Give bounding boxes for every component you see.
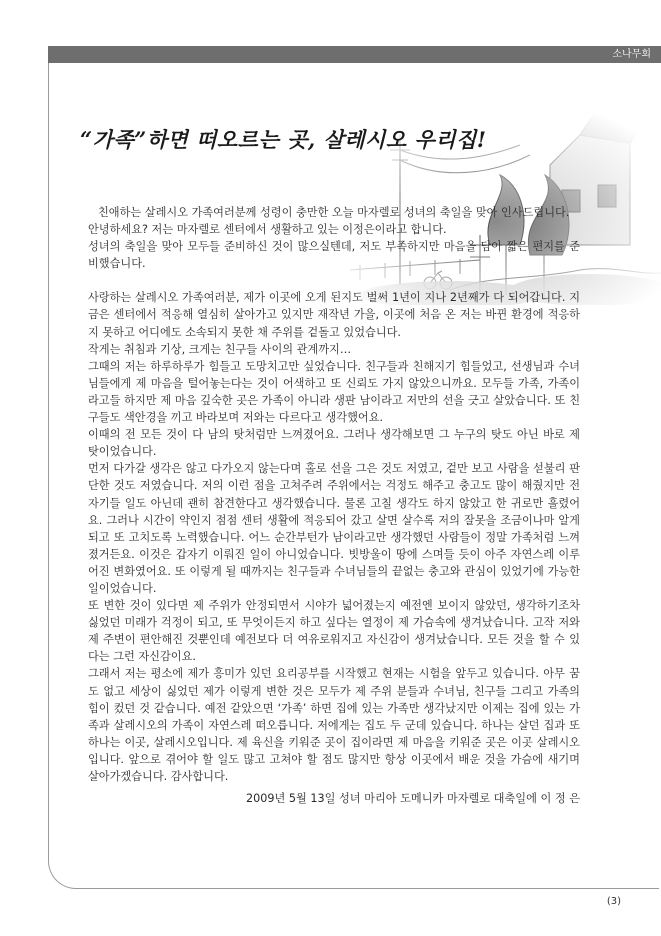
signature: 2009년 5월 13일 성녀 마리아 도메니카 마자렐로 대축일에 이 정 은 [246, 792, 580, 805]
paragraph: 또 변한 것이 있다면 제 주위가 안정되면서 시야가 넓어졌는지 예전엔 보이지 않았던, 생각하기조차 싫었던 미래가 걱정이 되고, 또 무엇이든지 하고 싶다는 열정이 제 가슴속에 생겨났습니다. 고작 저와 제 주변이 편안해진 것뿐인데 예전보다 더 여유로워지고 자신감이 생겨났습니다. 모든 것을 할 수 있다는 그런 자신감이요. [88, 599, 580, 664]
intro-line: 안녕하세요? 저는 마자렐로 센터에서 생활하고 있는 이정은이라고 합니다. [88, 223, 447, 237]
paragraph: 그래서 저는 평소에 제가 흥미가 있던 요리공부를 시작했고 현재는 시험을 앞두고 있습니다. 아무 꿈도 없고 세상이 싫었던 제가 이렇게 변한 것은 모두가 제 주위 분들과 수녀님, 친구들 그리고 가족의 힘이 컸던 것 같습니다. 예전 같았으면 ‘가족’ 하면 집에 있는 가족만 생각났지만 이제는 집에 있는 가족과 살레시오의 가족이 자연스레 떠오릅니다. 저에게는 집도 두 군데 있습니다. 하나는 살던 집과 또 하나는 이곳, 살레시오입니다. 제 육신을 키워준 곳이 집이라면 제 마음을 키워준 곳은 이곳 살레시오입니다. 앞으로 겪어야 할 일도 많고 고쳐야 할 점도 많지만 항상 이곳에서 배운 것을 가슴에 새기며 살아가겠습니다. 감사합니다. [88, 667, 580, 783]
paragraph: 사랑하는 살레시오 가족여러분, 제가 이곳에 오게 된지도 벌써 1년이 지나 2년째가 다 되어갑니다. 지금은 센터에서 적응해 열심히 살아가고 있지만 재작년 가을, 이곳에 처음 온 저는 바뀐 환경에 적응하지 못하고 어디에도 소속되지 못한 채 주위를 겉돌고 있었습니다. [88, 291, 580, 339]
paragraph: 작게는 취침과 기상, 크게는 친구들 사이의 관계까지… [88, 342, 352, 356]
intro-line: 친애하는 살레시오 가족여러분께 성령이 충만한 오늘 마자렐로 성녀의 축일을 맞아 인사드립니다. [98, 206, 570, 219]
section-label: 소나무회 [612, 49, 651, 60]
page-title: “가족”하면 떠오르는 곳, 살레시오 우리집! [80, 127, 487, 152]
page-number: (3) [606, 896, 621, 907]
header-bar [48, 46, 661, 63]
paragraph: 먼저 다가갈 생각은 않고 다가오지 않는다며 홀로 선을 그은 것도 저였고, 겉만 보고 사람을 섣불리 판단한 것도 저였습니다. 저의 이런 점을 고쳐주려 주위에서는 걱정도 해주고 충고도 많이 해줬지만 전 자기들 일도 아닌데 괜히 참견한다고 생각했습니다. 물론 고칠 생각도 하지 않았고 한 귀로만 흘렸어요. 그러나 시간이 약인지 점점 센터 생활에 적응되어 갔고 살면 살수록 저의 잘못을 조금이나마 알게 되고 또 고치도록 노력했습니다. 어느 순간부턴가 남이라고만 생각했던 사람들이 정말 가족처럼 느껴졌거든요. 이것은 갑자기 이뤄진 일이 아니었습니다. 빗방울이 땅에 스며들 듯이 아주 자연스레 이루어진 변화였어요. 또 이렇게 될 때까지는 친구들과 수녀님들의 끝없는 충고와 관심이 있었기에 가능한 일이었습니다. [88, 462, 580, 595]
intro-line: 성녀의 축일을 맞아 모두들 준비하신 것이 많으실텐데, 저도 부족하지만 마음을 담아 짧은 편지를 준비했습니다. [88, 240, 580, 271]
letter-body [88, 204, 580, 785]
paragraph: 이때의 전 모든 것이 다 남의 탓처럼만 느껴졌어요. 그러나 생각해보면 그 누구의 탓도 아닌 바로 제 탓이었습니다. [88, 428, 580, 459]
paragraph: 그때의 저는 하루하루가 힘들고 도망치고만 싶었습니다. 친구들과 친해지기 힘들었고, 선생님과 수녀님들에게 제 마음을 털어놓는다는 것이 어색하고 또 신뢰도 가지 않았으니까요. 모두들 가족, 가족이라고들 하지만 제 마음 깊숙한 곳은 가족이 아니라 생판 남이라고 저만의 선을 긋고 살았습니다. 또 친구들도 색안경을 끼고 바라보며 저와는 다르다고 생각했어요. [88, 359, 580, 425]
